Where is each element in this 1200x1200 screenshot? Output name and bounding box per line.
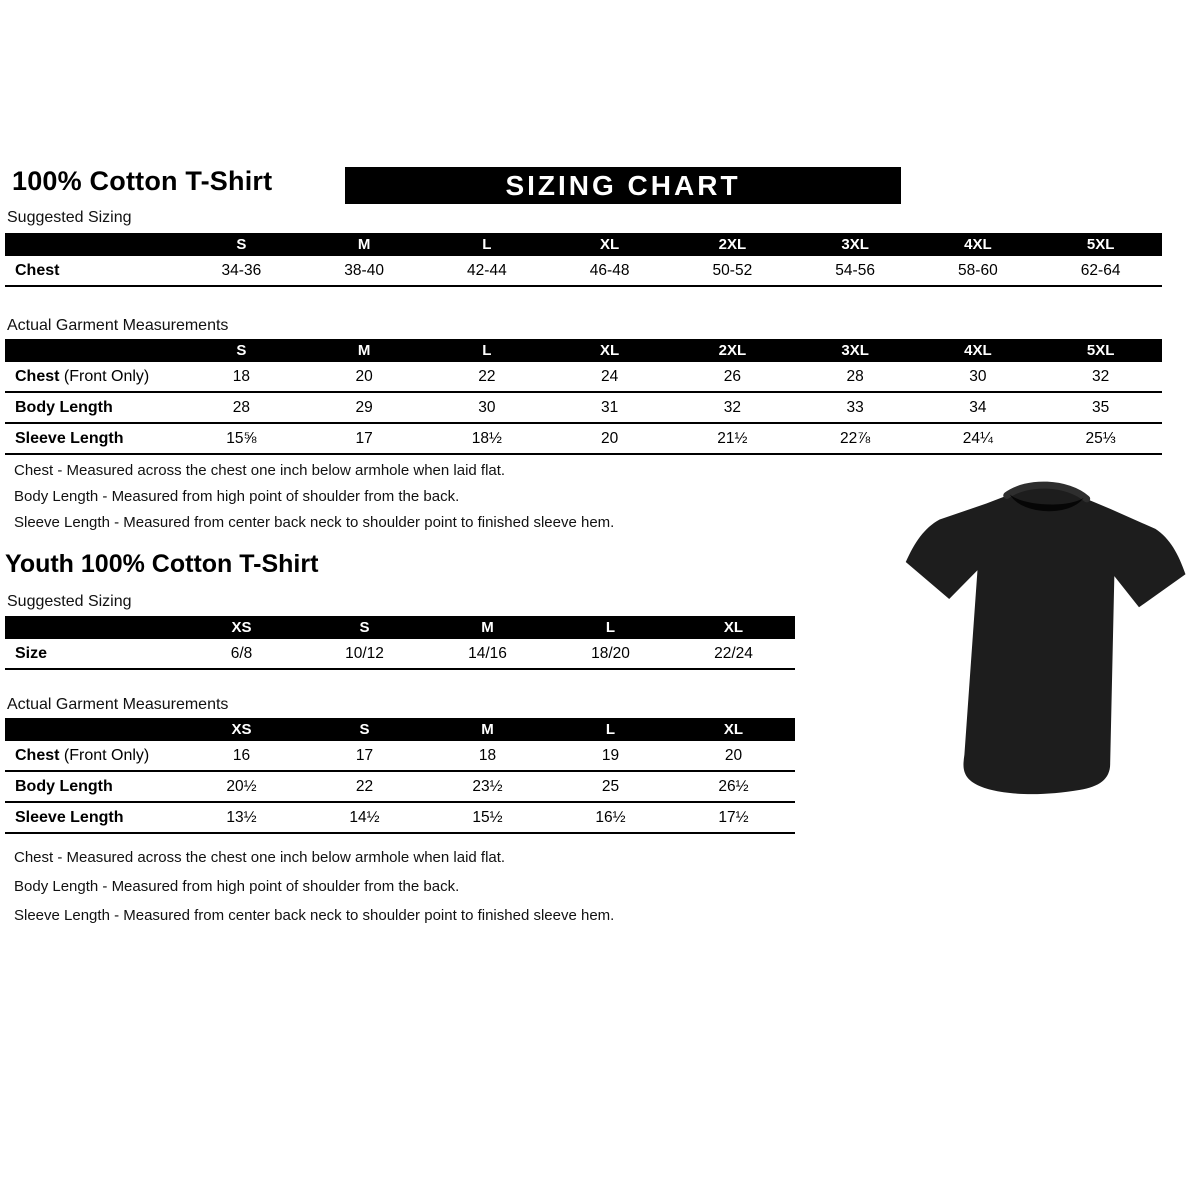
- row-label: Sleeve Length: [5, 802, 180, 833]
- size-value: 18: [426, 741, 549, 771]
- size-column-header: S: [303, 718, 426, 741]
- size-value: 34-36: [180, 256, 303, 286]
- size-column-header: XS: [180, 718, 303, 741]
- adult-suggested-sizing-table: [5, 233, 1162, 287]
- table-row: [5, 256, 1162, 286]
- size-column-header: L: [426, 339, 549, 362]
- size-value: 17: [303, 741, 426, 771]
- size-column-header: L: [549, 718, 672, 741]
- size-column-header: XL: [672, 616, 795, 639]
- size-value: 16: [180, 741, 303, 771]
- size-value: 13½: [180, 802, 303, 833]
- table-row: [5, 362, 1162, 392]
- size-value: 46-48: [548, 256, 671, 286]
- table-row: [5, 741, 795, 771]
- size-column-header: XS: [180, 616, 303, 639]
- size-table: [5, 339, 1162, 455]
- size-value: 26½: [672, 771, 795, 802]
- size-value: 21½: [671, 423, 794, 454]
- adult-suggested-sizing-label: Suggested Sizing: [7, 209, 132, 226]
- size-header-row: [5, 718, 795, 741]
- adult-actual-measurements-label: Actual Garment Measurements: [7, 317, 229, 334]
- row-label: Size: [5, 639, 180, 669]
- size-value: 10/12: [303, 639, 426, 669]
- measurement-note: Sleeve Length - Measured from center back neck to shoulder point to finished sleeve hem.: [14, 907, 615, 924]
- size-value: 20: [303, 362, 426, 392]
- size-value: 62-64: [1039, 256, 1162, 286]
- size-value: 26: [671, 362, 794, 392]
- size-value: 16½: [549, 802, 672, 833]
- size-column-header: 3XL: [794, 339, 917, 362]
- size-value: 38-40: [303, 256, 426, 286]
- row-label: Chest (Front Only): [5, 741, 180, 771]
- measurement-note: Body Length - Measured from high point of shoulder from the back.: [14, 878, 460, 895]
- size-value: 22/24: [672, 639, 795, 669]
- table-row: [5, 639, 795, 669]
- size-column-header: L: [549, 616, 672, 639]
- table-row: [5, 392, 1162, 423]
- size-value: 22⅞: [794, 423, 917, 454]
- measurement-note: Body Length - Measured from high point of shoulder from the back.: [14, 488, 460, 505]
- size-column-header: S: [180, 233, 303, 256]
- youth-suggested-sizing-label: Suggested Sizing: [7, 593, 132, 610]
- size-value: 20: [672, 741, 795, 771]
- size-value: 23½: [426, 771, 549, 802]
- size-table: [5, 616, 795, 670]
- row-label: Chest: [5, 256, 180, 286]
- youth-measurement-notes: [14, 843, 834, 930]
- label-column-header: [5, 339, 180, 362]
- size-column-header: 4XL: [917, 233, 1040, 256]
- size-header-row: [5, 339, 1162, 362]
- size-value: 19: [549, 741, 672, 771]
- size-value: 32: [1039, 362, 1162, 392]
- measurement-note: Chest - Measured across the chest one inch below armhole when laid flat.: [14, 849, 506, 866]
- size-value: 20: [548, 423, 671, 454]
- size-column-header: XL: [672, 718, 795, 741]
- row-label-note: (Front Only): [59, 367, 150, 385]
- size-value: 18/20: [549, 639, 672, 669]
- measurement-note: Chest - Measured across the chest one inch below armhole when laid flat.: [14, 462, 506, 479]
- size-value: 28: [180, 392, 303, 423]
- size-value: 50-52: [671, 256, 794, 286]
- size-column-header: S: [180, 339, 303, 362]
- size-value: 15⅝: [180, 423, 303, 454]
- sizing-chart-banner: SIZING CHART: [345, 167, 901, 204]
- size-value: 30: [426, 392, 549, 423]
- adult-actual-measurements-table: [5, 339, 1162, 455]
- label-column-header: [5, 233, 180, 256]
- size-column-header: M: [426, 616, 549, 639]
- size-value: 24¼: [917, 423, 1040, 454]
- size-value: 25: [549, 771, 672, 802]
- youth-actual-measurements-table: [5, 718, 795, 834]
- size-value: 42-44: [426, 256, 549, 286]
- tshirt-image: [882, 464, 1198, 839]
- size-header-row: [5, 616, 795, 639]
- table-row: [5, 802, 795, 833]
- table-row: [5, 423, 1162, 454]
- size-column-header: XL: [548, 233, 671, 256]
- size-column-header: 5XL: [1039, 233, 1162, 256]
- table-row: [5, 771, 795, 802]
- row-label: Chest (Front Only): [5, 362, 180, 392]
- row-label: Body Length: [5, 771, 180, 802]
- size-value: 25⅓: [1039, 423, 1162, 454]
- row-label-note: (Front Only): [59, 746, 150, 764]
- size-column-header: L: [426, 233, 549, 256]
- size-value: 18: [180, 362, 303, 392]
- size-value: 14/16: [426, 639, 549, 669]
- size-column-header: S: [303, 616, 426, 639]
- size-column-header: M: [426, 718, 549, 741]
- row-label: Body Length: [5, 392, 180, 423]
- size-value: 14½: [303, 802, 426, 833]
- adult-section-title: 100% Cotton T-Shirt: [12, 166, 273, 196]
- size-value: 22: [426, 362, 549, 392]
- size-value: 58-60: [917, 256, 1040, 286]
- size-value: 24: [548, 362, 671, 392]
- size-column-header: 2XL: [671, 233, 794, 256]
- size-value: 20½: [180, 771, 303, 802]
- size-column-header: 2XL: [671, 339, 794, 362]
- size-value: 54-56: [794, 256, 917, 286]
- size-value: 17½: [672, 802, 795, 833]
- size-value: 22: [303, 771, 426, 802]
- size-value: 28: [794, 362, 917, 392]
- size-value: 29: [303, 392, 426, 423]
- youth-suggested-sizing-table: [5, 616, 795, 670]
- size-header-row: [5, 233, 1162, 256]
- size-column-header: M: [303, 339, 426, 362]
- adult-measurement-notes: [14, 458, 834, 536]
- size-value: 35: [1039, 392, 1162, 423]
- label-column-header: [5, 718, 180, 741]
- size-value: 33: [794, 392, 917, 423]
- size-table: [5, 718, 795, 834]
- size-column-header: 3XL: [794, 233, 917, 256]
- youth-section-title: Youth 100% Cotton T-Shirt: [5, 550, 319, 578]
- size-value: 31: [548, 392, 671, 423]
- label-column-header: [5, 616, 180, 639]
- size-value: 30: [917, 362, 1040, 392]
- size-value: 18½: [426, 423, 549, 454]
- size-column-header: M: [303, 233, 426, 256]
- size-column-header: XL: [548, 339, 671, 362]
- measurement-note: Sleeve Length - Measured from center back neck to shoulder point to finished sleeve hem.: [14, 514, 615, 531]
- size-value: 6/8: [180, 639, 303, 669]
- youth-actual-measurements-label: Actual Garment Measurements: [7, 696, 229, 713]
- size-value: 34: [917, 392, 1040, 423]
- size-value: 17: [303, 423, 426, 454]
- size-value: 32: [671, 392, 794, 423]
- black-tshirt-graphic: [882, 464, 1198, 839]
- size-column-header: 4XL: [917, 339, 1040, 362]
- row-label: Sleeve Length: [5, 423, 180, 454]
- size-table: [5, 233, 1162, 287]
- size-column-header: 5XL: [1039, 339, 1162, 362]
- size-value: 15½: [426, 802, 549, 833]
